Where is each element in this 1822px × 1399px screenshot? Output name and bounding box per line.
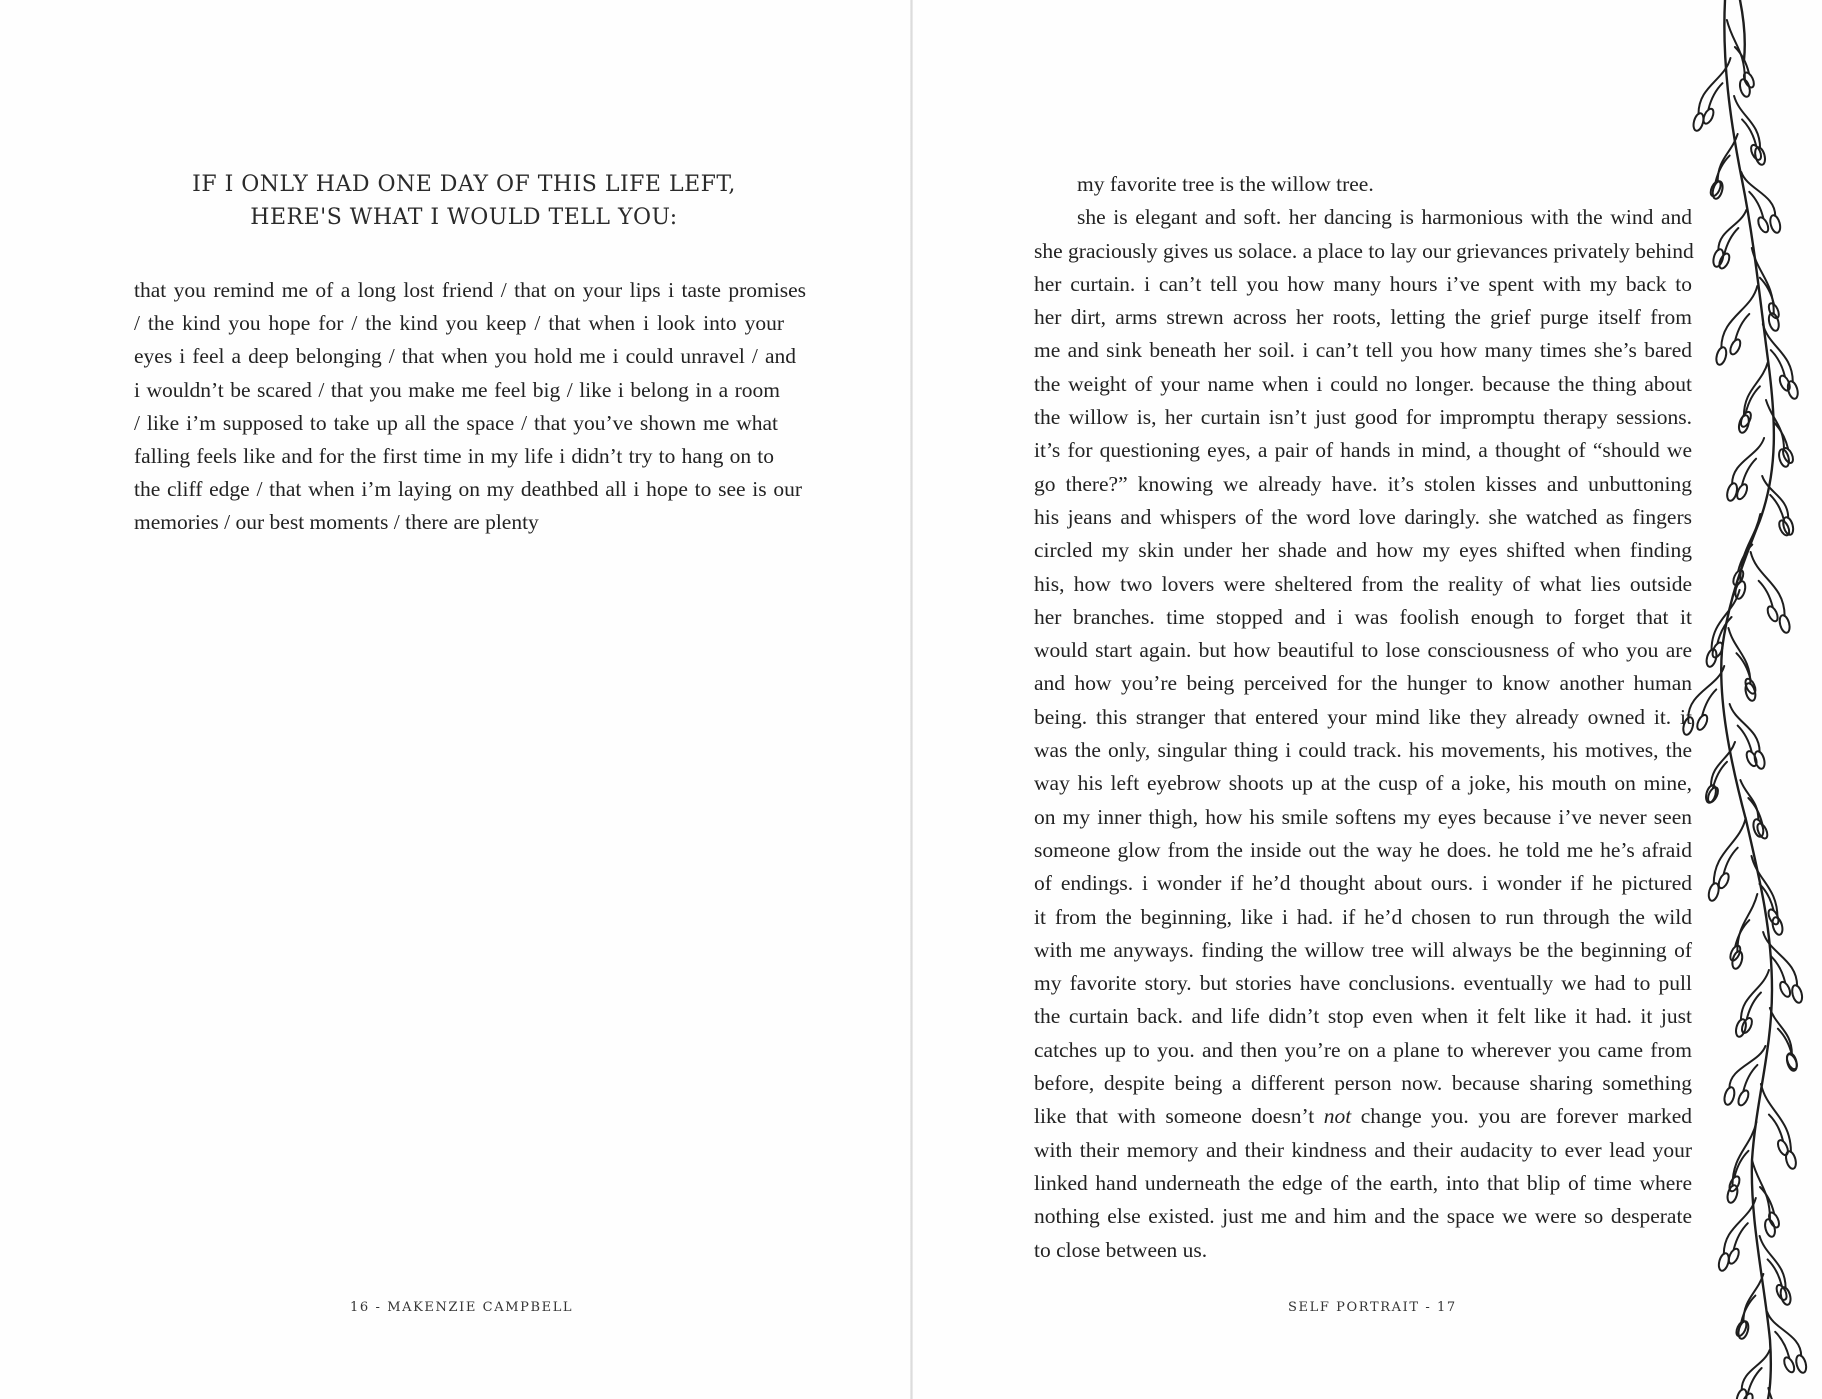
prose-line: was the only, singular thing i could track. his movements, his motives, the — [1034, 738, 1692, 763]
prose-text: change you. you are forever marked — [1351, 1104, 1692, 1129]
prose-line: and how you’re being perceived for the hunger to know another human — [1034, 671, 1692, 696]
prose-line: my favorite tree is the willow tree. — [1077, 172, 1374, 196]
prose-line: she graciously gives us solace. a place to lay our grievances privately behind — [1034, 238, 1694, 263]
poem-line: falling feels like and for the first time in my life i didn’t try to hang on to — [134, 444, 774, 469]
willow-vine-icon — [1660, 0, 1822, 1399]
poem-line: that you remind me of a long lost friend / that on your lips i taste promises — [134, 278, 806, 302]
prose-line: her branches. time stopped and i was foolish enough to forget that it — [1034, 604, 1692, 629]
prose-line: nothing else existed. just me and him and the space we were so desperate — [1034, 1204, 1692, 1229]
poem-line: / like i’m supposed to take up all the space / that you’ve shown me what — [134, 410, 778, 435]
emphasis-text: not — [1323, 1104, 1352, 1129]
prose-line: with me anyways. finding the willow tree will always be the beginning of — [1034, 937, 1692, 962]
poem-line: i wouldn’t be scared / that you make me feel big / like i belong in a room — [134, 377, 780, 402]
prose-line: being. this stranger that entered your mind like they already owned it. it — [1034, 704, 1692, 729]
prose-line: his, how two lovers were sheltered from the reality of what lies outside — [1034, 571, 1692, 596]
prose-line: she is elegant and soft. her dancing is harmonious with the wind and — [1077, 205, 1692, 230]
prose-line: the weight of your name when i could no longer. because the thing about — [1034, 371, 1692, 396]
page-footer-left: 16 - MAKENZIE CAMPBELL — [350, 1300, 574, 1315]
prose-line-with-italic — [1034, 1100, 1692, 1133]
poem-line: eyes i feel a deep belonging / that when you hold me i could unravel / and — [134, 344, 796, 369]
prose-line: to close between us. — [1034, 1237, 1208, 1262]
prose-line: it’s for questioning eyes, a pair of hands in mind, a thought of “should we — [1034, 438, 1692, 463]
prose-text: like that with someone doesn’t — [1034, 1104, 1324, 1129]
prose-line: his jeans and whispers of the word love daringly. she watched as fingers — [1034, 504, 1692, 529]
prose-line: circled my skin under her shade and how my eyes shifted when finding — [1034, 538, 1692, 563]
prose-line: the willow is, her curtain isn’t just good for impromptu therapy sessions. — [1034, 405, 1692, 430]
prose-body — [1034, 168, 1692, 1267]
prose-line: go there?” knowing we already have. it’s stolen kisses and unbuttoning — [1034, 471, 1692, 496]
prose-line: before, despite being a different person now. because sharing something — [1034, 1071, 1692, 1096]
prose-line: her curtain. i can’t tell you how many hours i’ve spent with my back to — [1034, 271, 1692, 296]
page-footer-right: SELF PORTRAIT - 17 — [1288, 1300, 1457, 1315]
poem-title — [134, 168, 794, 234]
prose-line: catches up to you. and then you’re on a plane to wherever you came from — [1034, 1037, 1692, 1062]
poem-line: / the kind you hope for / the kind you keep / that when i look into your — [134, 311, 784, 336]
poem-line: memories / our best moments / there are plenty — [134, 510, 539, 535]
prose-line: me and sink beneath her soil. i can’t tell you how many times she’s bared — [1034, 338, 1692, 363]
prose-line: would start again. but how beautiful to lose consciousness of who you are — [1034, 638, 1692, 663]
prose-line: her dirt, arms strewn across her roots, letting the grief purge itself from — [1034, 305, 1692, 330]
poem-body — [134, 274, 806, 540]
prose-line: it from the beginning, like i had. if he’d chosen to run through the wild — [1034, 904, 1692, 929]
prose-line: the curtain back. and life didn’t stop even when it felt like it had. it just — [1034, 1004, 1692, 1029]
poem-title-line-1: IF I ONLY HAD ONE DAY OF THIS LIFE LEFT, — [192, 172, 736, 197]
prose-line: way his left eyebrow shoots up at the cusp of a joke, his mouth on mine, — [1034, 771, 1692, 796]
prose-line: my favorite story. but stories have conclusions. eventually we had to pull — [1034, 971, 1692, 996]
prose-line: with their memory and their kindness and their audacity to ever lead your — [1034, 1137, 1692, 1162]
prose-line: on my inner thigh, how his smile softens my eyes because i’ve never seen — [1034, 804, 1692, 829]
prose-line: of endings. i wonder if he’d thought about ours. i wonder if he pictured — [1034, 871, 1692, 896]
poem-title-line-2: HERE'S WHAT I WOULD TELL YOU: — [250, 205, 678, 230]
poem-line: the cliff edge / that when i’m laying on my deathbed all i hope to see is our — [134, 477, 802, 502]
prose-line: someone glow from the inside out the way he does. he told me he’s afraid — [1034, 837, 1692, 862]
prose-line: linked hand underneath the edge of the earth, into that blip of time where — [1034, 1170, 1692, 1195]
